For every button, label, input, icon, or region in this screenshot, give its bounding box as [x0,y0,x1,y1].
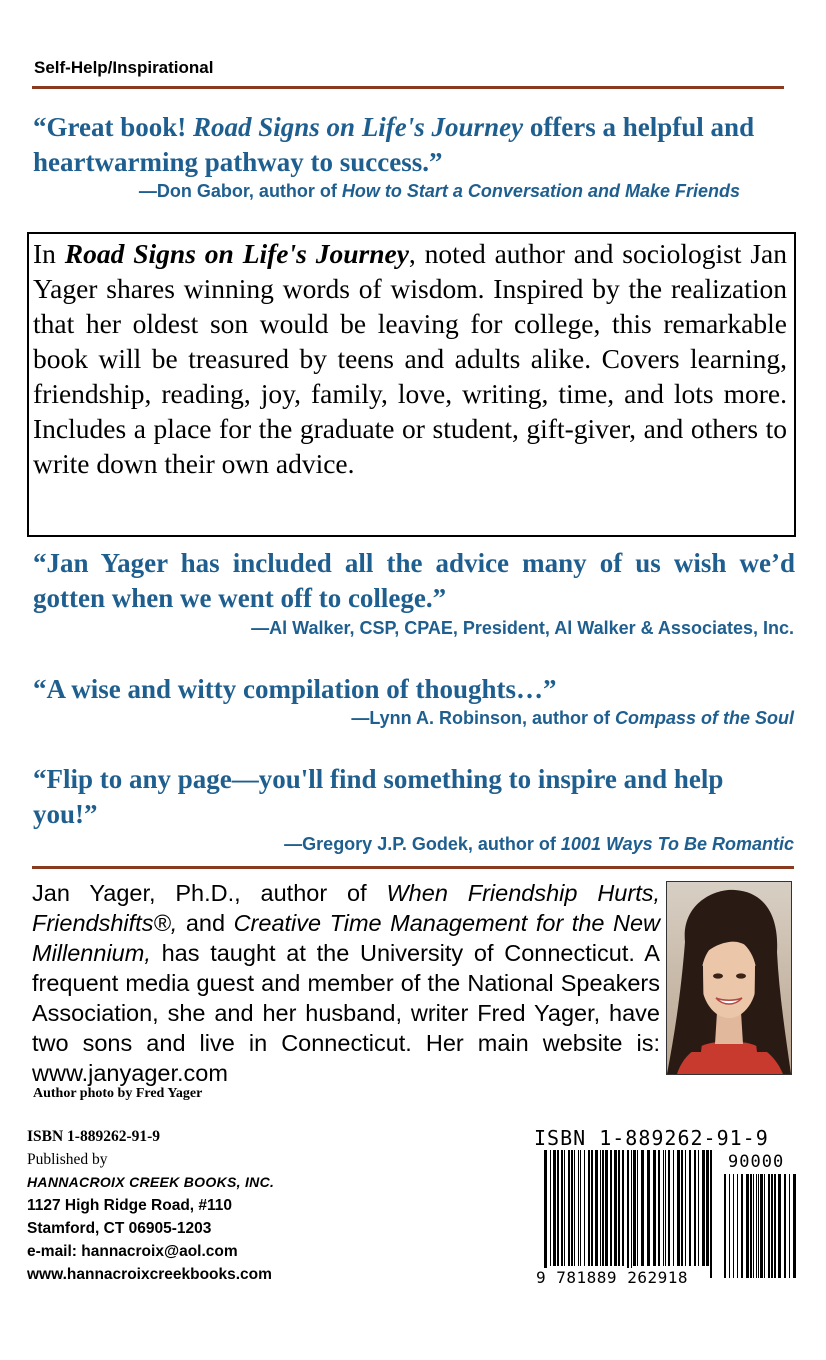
barcode-bar [706,1150,709,1266]
barcode-bar [631,1150,632,1278]
publisher-email: e-mail: hannacroix@aol.com [27,1243,238,1260]
barcode-bar [665,1150,666,1266]
barcode-bar [568,1150,570,1266]
published-by: Published by [27,1151,108,1168]
attribution-godek-pre: —Gregory J.P. Godek, author of [284,834,561,854]
barcode-bar [663,1150,664,1266]
barcode-bar [789,1174,790,1278]
barcode-bar [550,1150,551,1266]
barcode-bar [588,1150,590,1266]
description-book-title: Road Signs on Life's Journey [64,238,409,269]
author-bio [32,878,660,1088]
barcode-bar [756,1174,757,1278]
barcode-bar [544,1150,547,1278]
quote-walker: “Jan Yager has included all the advice many of us wish we’d gotten when we went off to college.” [33,548,795,613]
barcode-bar [600,1150,601,1266]
barcode-bar [653,1150,656,1266]
barcode-bar [637,1150,638,1266]
attribution-robinson-title: Compass of the Soul [614,708,794,728]
barcode-bar [591,1150,593,1266]
barcode-bar [668,1150,670,1266]
barcode-bar [681,1150,683,1266]
attribution-godek-title: 1001 Ways To Be Romantic [560,834,794,854]
barcode-bar [764,1174,765,1278]
barcode-bar [641,1150,644,1266]
barcode-bar [584,1150,585,1266]
barcode-bar [561,1150,563,1266]
isbn-text: ISBN 1-889262-91-9 [27,1128,161,1145]
attribution-gabor-title: How to Start a Conversation and Make Friends [341,181,740,201]
category-label: Self-Help/Inspirational [34,58,214,77]
attribution-godek [284,834,794,855]
barcode-bar [627,1150,629,1278]
barcode-bar [595,1150,598,1266]
description-post: , noted author and sociologist Jan Yager shares winning words of wisdom. Inspired by the realization that her oldest son would be leaving for college, this remarkable book will be treasured by teens and adults alike. Covers learning, friendship, reading, joy, family, love, writing, time, and lots more. Includes a place for the graduate or student, gift-giver, and others to write down their own advice. [33,238,787,479]
attribution-gabor [139,181,740,202]
publisher-name: HANNACROIX CREEK BOOKS, INC. [27,1174,275,1190]
barcode-bar [618,1150,620,1266]
quote-gabor [33,110,803,180]
barcode-bar [774,1174,776,1278]
barcode-bar [698,1150,699,1266]
barcode-bar [553,1150,556,1266]
bio-part2: and [177,910,234,936]
barcode-bar [746,1174,749,1278]
barcode-bar [602,1150,604,1266]
publisher-address2: Stamford, CT 06905-1203 [27,1220,212,1237]
barcode-bar [733,1174,734,1278]
attribution-robinson-pre: —Lynn A. Robinson, author of [351,708,615,728]
author-portrait-illustration [667,882,791,1074]
bio-part1: Jan Yager, Ph.D., author of [32,880,387,906]
quote-gabor-book-title: Road Signs on Life's Journey [193,112,524,142]
barcode-bar [574,1150,575,1266]
barcode-bar [694,1150,696,1266]
barcode-bar [702,1150,705,1266]
quote-robinson: “A wise and witty compilation of thoughts…” [33,674,557,704]
barcode-bar [710,1150,712,1278]
barcode-bar [658,1150,660,1266]
barcode-bar [741,1174,743,1278]
barcode-bar [673,1150,674,1266]
publisher-website: www.hannacroixcreekbooks.com [27,1266,272,1283]
photo-credit: Author photo by Fred Yager [33,1086,203,1101]
description-text [33,236,787,481]
barcode-bar [793,1174,796,1278]
quote-gabor-post: offers a helpful and heartwarming pathway to success.” [33,112,755,177]
barcode-bar [689,1150,691,1266]
barcode-bar [768,1174,770,1278]
barcode-bar [729,1174,730,1278]
barcode-bar [622,1150,624,1266]
barcode-bar [778,1174,781,1278]
barcode-bar [685,1150,686,1266]
barcode-bar [578,1150,579,1266]
barcode-price-code: 90000 [728,1152,785,1172]
bio-title1: When Friendship Hurts, Friendshifts®, [32,880,661,936]
middle-rule [32,866,794,869]
bio-title2: Creative Time Management for the New Millennium, [32,910,660,966]
barcode-bar [633,1150,636,1266]
barcode-bar [557,1150,559,1266]
top-rule [32,86,784,89]
barcode-bar [610,1150,612,1266]
barcode-bar [677,1150,680,1266]
barcode-bar [758,1174,759,1278]
barcode-bar [564,1150,565,1266]
barcode-bar [750,1174,752,1278]
barcode-bar [605,1150,608,1266]
barcode-bar [737,1174,738,1278]
barcode-ean-number: 9 781889 262918 [536,1268,688,1287]
bio-part3: has taught at the University of Connecticut. A frequent media guest and member of the National Speakers Association, she and her husband, writer Fred Yager, have two sons and live in Connecticut. Her main website is: www.janyager.com [32,940,660,1086]
barcode-bar [753,1174,754,1278]
barcode-bar [580,1150,581,1266]
barcode-bar [784,1174,786,1278]
barcode-bar [647,1150,650,1266]
barcode-bar [760,1174,763,1278]
author-photo [666,881,792,1075]
attribution-robinson [351,708,794,729]
attribution-gabor-pre: —Don Gabor, author of [138,181,342,201]
barcode-image [534,1150,798,1278]
barcode-bar [571,1150,573,1266]
barcode-bar [724,1174,726,1278]
description-pre: In [33,238,65,269]
barcode-isbn-label: ISBN 1-889262-91-9 [534,1126,769,1150]
quote-godek: “Flip to any page—you'll find something to inspire and help you!” [33,764,724,829]
barcode-bar [614,1150,617,1266]
publisher-address1: 1127 High Ridge Road, #110 [27,1197,233,1214]
barcode-bar [771,1174,773,1278]
attribution-walker: —Al Walker, CSP, CPAE, President, Al Walker & Associates, Inc. [251,618,794,638]
quote-gabor-pre: “Great book! [33,112,193,142]
